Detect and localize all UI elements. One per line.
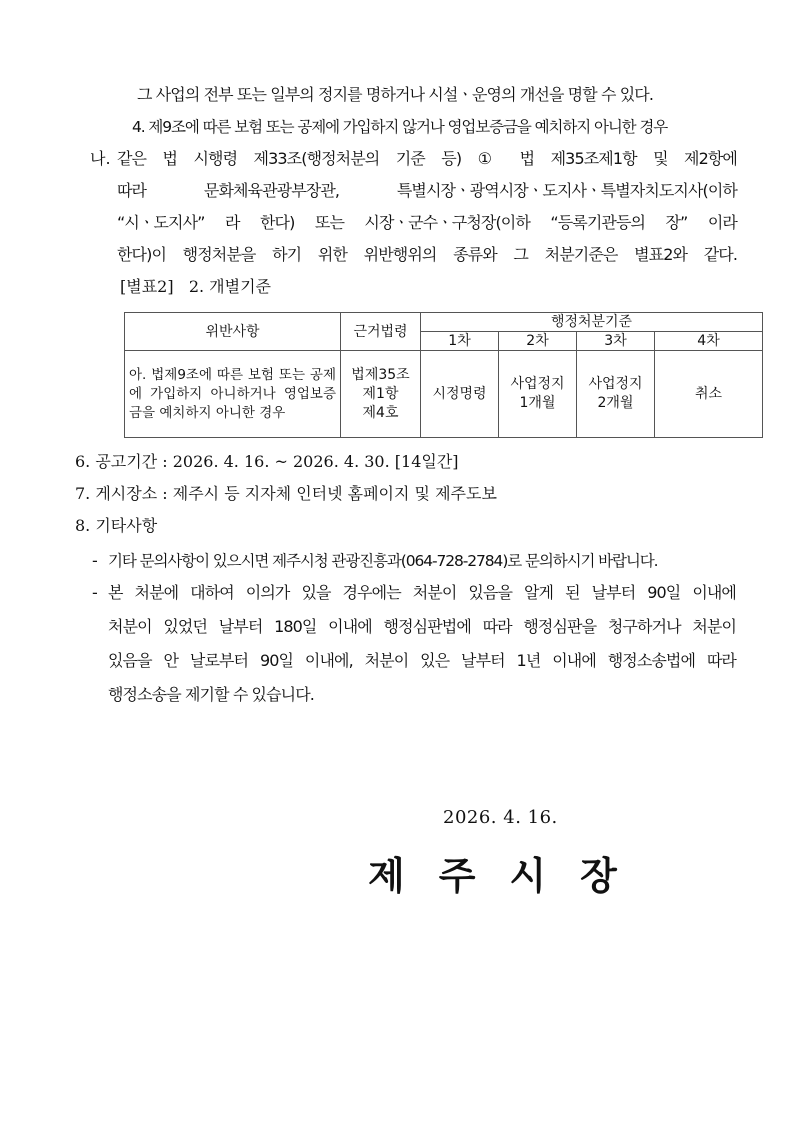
section-na-line-3: “시ㆍ도지사” 라 한다) 또는 시장ㆍ군수ㆍ구청장(이하 “등록기관등의 장” 이라 xyxy=(117,213,737,232)
round-2-line-2: 1개월 xyxy=(519,395,556,411)
note-1-text: 기타 문의사항이 있으시면 제주시청 관광진흥과(064-728-2784)로 문의하시기 바랍니다. xyxy=(108,552,658,570)
section-na-line-1: 같은 법 시행령 제33조(행정처분의 기준 등) ① 법 제35조제1항 및 제2항에 xyxy=(117,149,737,168)
header-round-1: 1차 xyxy=(421,332,499,351)
header-basis: 근거법령 xyxy=(341,313,421,351)
table-caption: [별표2] 2. 개별기준 xyxy=(120,277,272,296)
header-round-4: 4차 xyxy=(655,332,763,351)
round-3-line-2: 2개월 xyxy=(597,395,634,411)
cell-round-4: 취소 xyxy=(655,351,763,438)
header-round-2: 2차 xyxy=(499,332,577,351)
cell-violation xyxy=(125,351,341,438)
paragraph-continuation: 그 사업의 전부 또는 일부의 정지를 명하거나 시설ㆍ운영의 개선을 명할 수 있다. xyxy=(137,85,654,104)
signatory-title: 제주시장 xyxy=(368,854,651,898)
note-2-line-3: 있음을 안 날로부터 90일 이내에, 처분이 있은 날부터 1년 이내에 행정소송법에 따라 xyxy=(108,651,736,670)
basis-line-3: 제4호 xyxy=(362,404,399,421)
item-6-notice-period: 6. 공고기간 : 2026. 4. 16. ~ 2026. 4. 30. [14일간] xyxy=(75,452,459,471)
basis-line-1: 법제35조 xyxy=(351,366,410,383)
section-na-line-2: 따라 문화체육관광부장관, 특별시장ㆍ광역시장ㆍ도지사ㆍ특별자치도지사(이하 xyxy=(117,181,737,200)
note-2-line-2: 처분이 있었던 날부터 180일 이내에 행정심판법에 따라 행정심판을 청구하거나 처분이 xyxy=(108,617,736,636)
note-2-dash: - xyxy=(92,583,98,602)
cell-round-3 xyxy=(577,351,655,438)
item-8-other: 8. 기타사항 xyxy=(75,516,158,535)
header-standard: 행정처분기준 xyxy=(421,313,763,332)
section-marker-na: 나. xyxy=(90,149,111,168)
penalty-standards-table xyxy=(124,312,763,438)
round-3-line-1: 사업정지 xyxy=(588,376,643,392)
note-2-line-4: 행정소송을 제기할 수 있습니다. xyxy=(108,685,314,704)
cell-basis xyxy=(341,351,421,438)
cell-round-2 xyxy=(499,351,577,438)
header-violation: 위반사항 xyxy=(125,313,341,351)
item-7-posting-place: 7. 게시장소 : 제주시 등 지자체 인터넷 홈페이지 및 제주도보 xyxy=(75,484,497,503)
paragraph-item-4: 4. 제9조에 따른 보험 또는 공제에 가입하지 않거나 영업보증금을 예치하지 아니한 경우 xyxy=(132,118,668,136)
violation-text: 아. 법제9조에 따른 보험 또는 공제에 가입하지 아니하거나 영업보증금을 예치하지 아니한 경우 xyxy=(129,366,336,421)
note-2-line-1: 본 처분에 대하여 이의가 있을 경우에는 처분이 있음을 알게 된 날부터 90일 이내에 xyxy=(108,583,736,602)
header-round-3: 3차 xyxy=(577,332,655,351)
basis-line-2: 제1항 xyxy=(362,385,399,402)
cell-round-1: 시정명령 xyxy=(421,351,499,438)
issue-date: 2026. 4. 16. xyxy=(443,807,558,828)
note-1-dash: - xyxy=(92,551,98,570)
round-2-line-1: 사업정지 xyxy=(510,376,565,392)
section-na-line-4: 한다)이 행정처분을 하기 위한 위반행위의 종류와 그 처분기준은 별표2와 같다. xyxy=(117,245,737,264)
